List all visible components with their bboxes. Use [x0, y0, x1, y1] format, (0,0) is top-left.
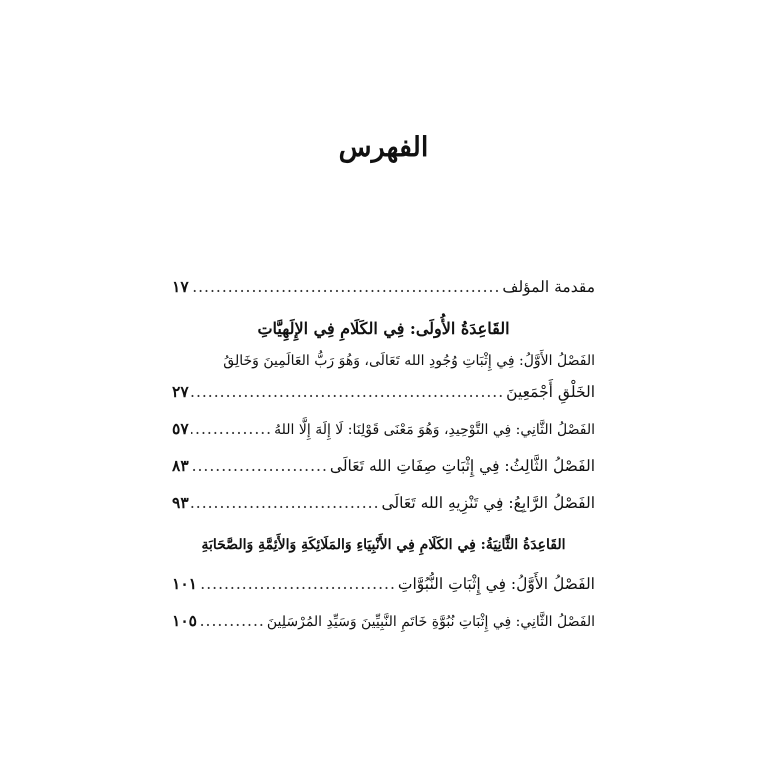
- entry-title: الفَصْلُ الثَّانِي: فِي إِثْبَاتِ نُبُوَّةِ خَاتَمِ النَّبِيِّينَ وَسَيِّدِ المُرْسَلِينَ: [266, 614, 595, 630]
- toc-entry[interactable]: [172, 565, 595, 602]
- toc-entry[interactable]: [172, 373, 595, 410]
- page-number: ١٠١: [172, 574, 197, 593]
- section-heading: القَاعِدَةُ الأُولَى: فِي الكَلَامِ فِي الإِلَهِيَّاتِ: [257, 319, 510, 338]
- page-number: ٩٣: [172, 493, 189, 512]
- entry-title: الفَصْلُ الرَّابِعُ: فِي تَنْزِيهِ الله تَعَالَى: [381, 494, 595, 512]
- entry-title: الفَصْلُ الأَوَّلُ: فِي إِثْبَاتِ النُّبُوَّاتِ: [397, 575, 595, 593]
- page-number: ١٠٥: [172, 611, 197, 630]
- entry-title: مقدمة المؤلف: [502, 278, 595, 296]
- toc-entry[interactable]: [172, 484, 595, 521]
- page-number: ٨٣: [172, 456, 189, 475]
- dot-leader: [191, 269, 501, 306]
- toc-entry[interactable]: [172, 268, 595, 305]
- dot-leader: [191, 485, 380, 522]
- dot-leader: [191, 411, 272, 448]
- dot-leader: [191, 448, 328, 485]
- dot-leader: [191, 374, 505, 411]
- entry-title: الفَصْلُ الثَّالِثُ: فِي إِثْبَاتِ صِفَاتِ الله تَعَالَى: [329, 457, 595, 475]
- page-title: الفهرس: [338, 132, 429, 163]
- toc-entry[interactable]: [172, 447, 595, 484]
- toc-entry[interactable]: [172, 602, 595, 639]
- section-heading: القَاعِدَةُ الثَّانِيَةُ: فِي الكَلَامِ فِي الأَنْبِيَاءِ وَالمَلَائِكَةِ وَالأَئِمَّةِ وَالصَّحَابَةِ: [201, 537, 566, 553]
- entry-title: الخَلْقِ أَجْمَعِينَ: [506, 383, 595, 401]
- dot-leader: [199, 566, 396, 603]
- dot-leader: [199, 603, 265, 640]
- page-number: ٥٧: [172, 419, 189, 438]
- page-number: ٢٧: [172, 382, 189, 401]
- entry-title: الفَصْلُ الثَّانِي: فِي التَّوْحِيدِ، وَهُوَ مَعْنَى قَوْلِنَا: لَا إِلَهَ إِلَّا اللهُ: [274, 422, 595, 438]
- page-number: ١٧: [172, 277, 189, 296]
- table-of-contents: [172, 268, 595, 639]
- toc-entry[interactable]: [172, 410, 595, 447]
- entry-title-line1: الفَصْلُ الأَوَّلُ: فِي إِثْبَاتِ وُجُودِ الله تَعَالَى، وَهُوَ رَبُّ العَالَمِينَ وَخَالِقُ: [223, 353, 595, 369]
